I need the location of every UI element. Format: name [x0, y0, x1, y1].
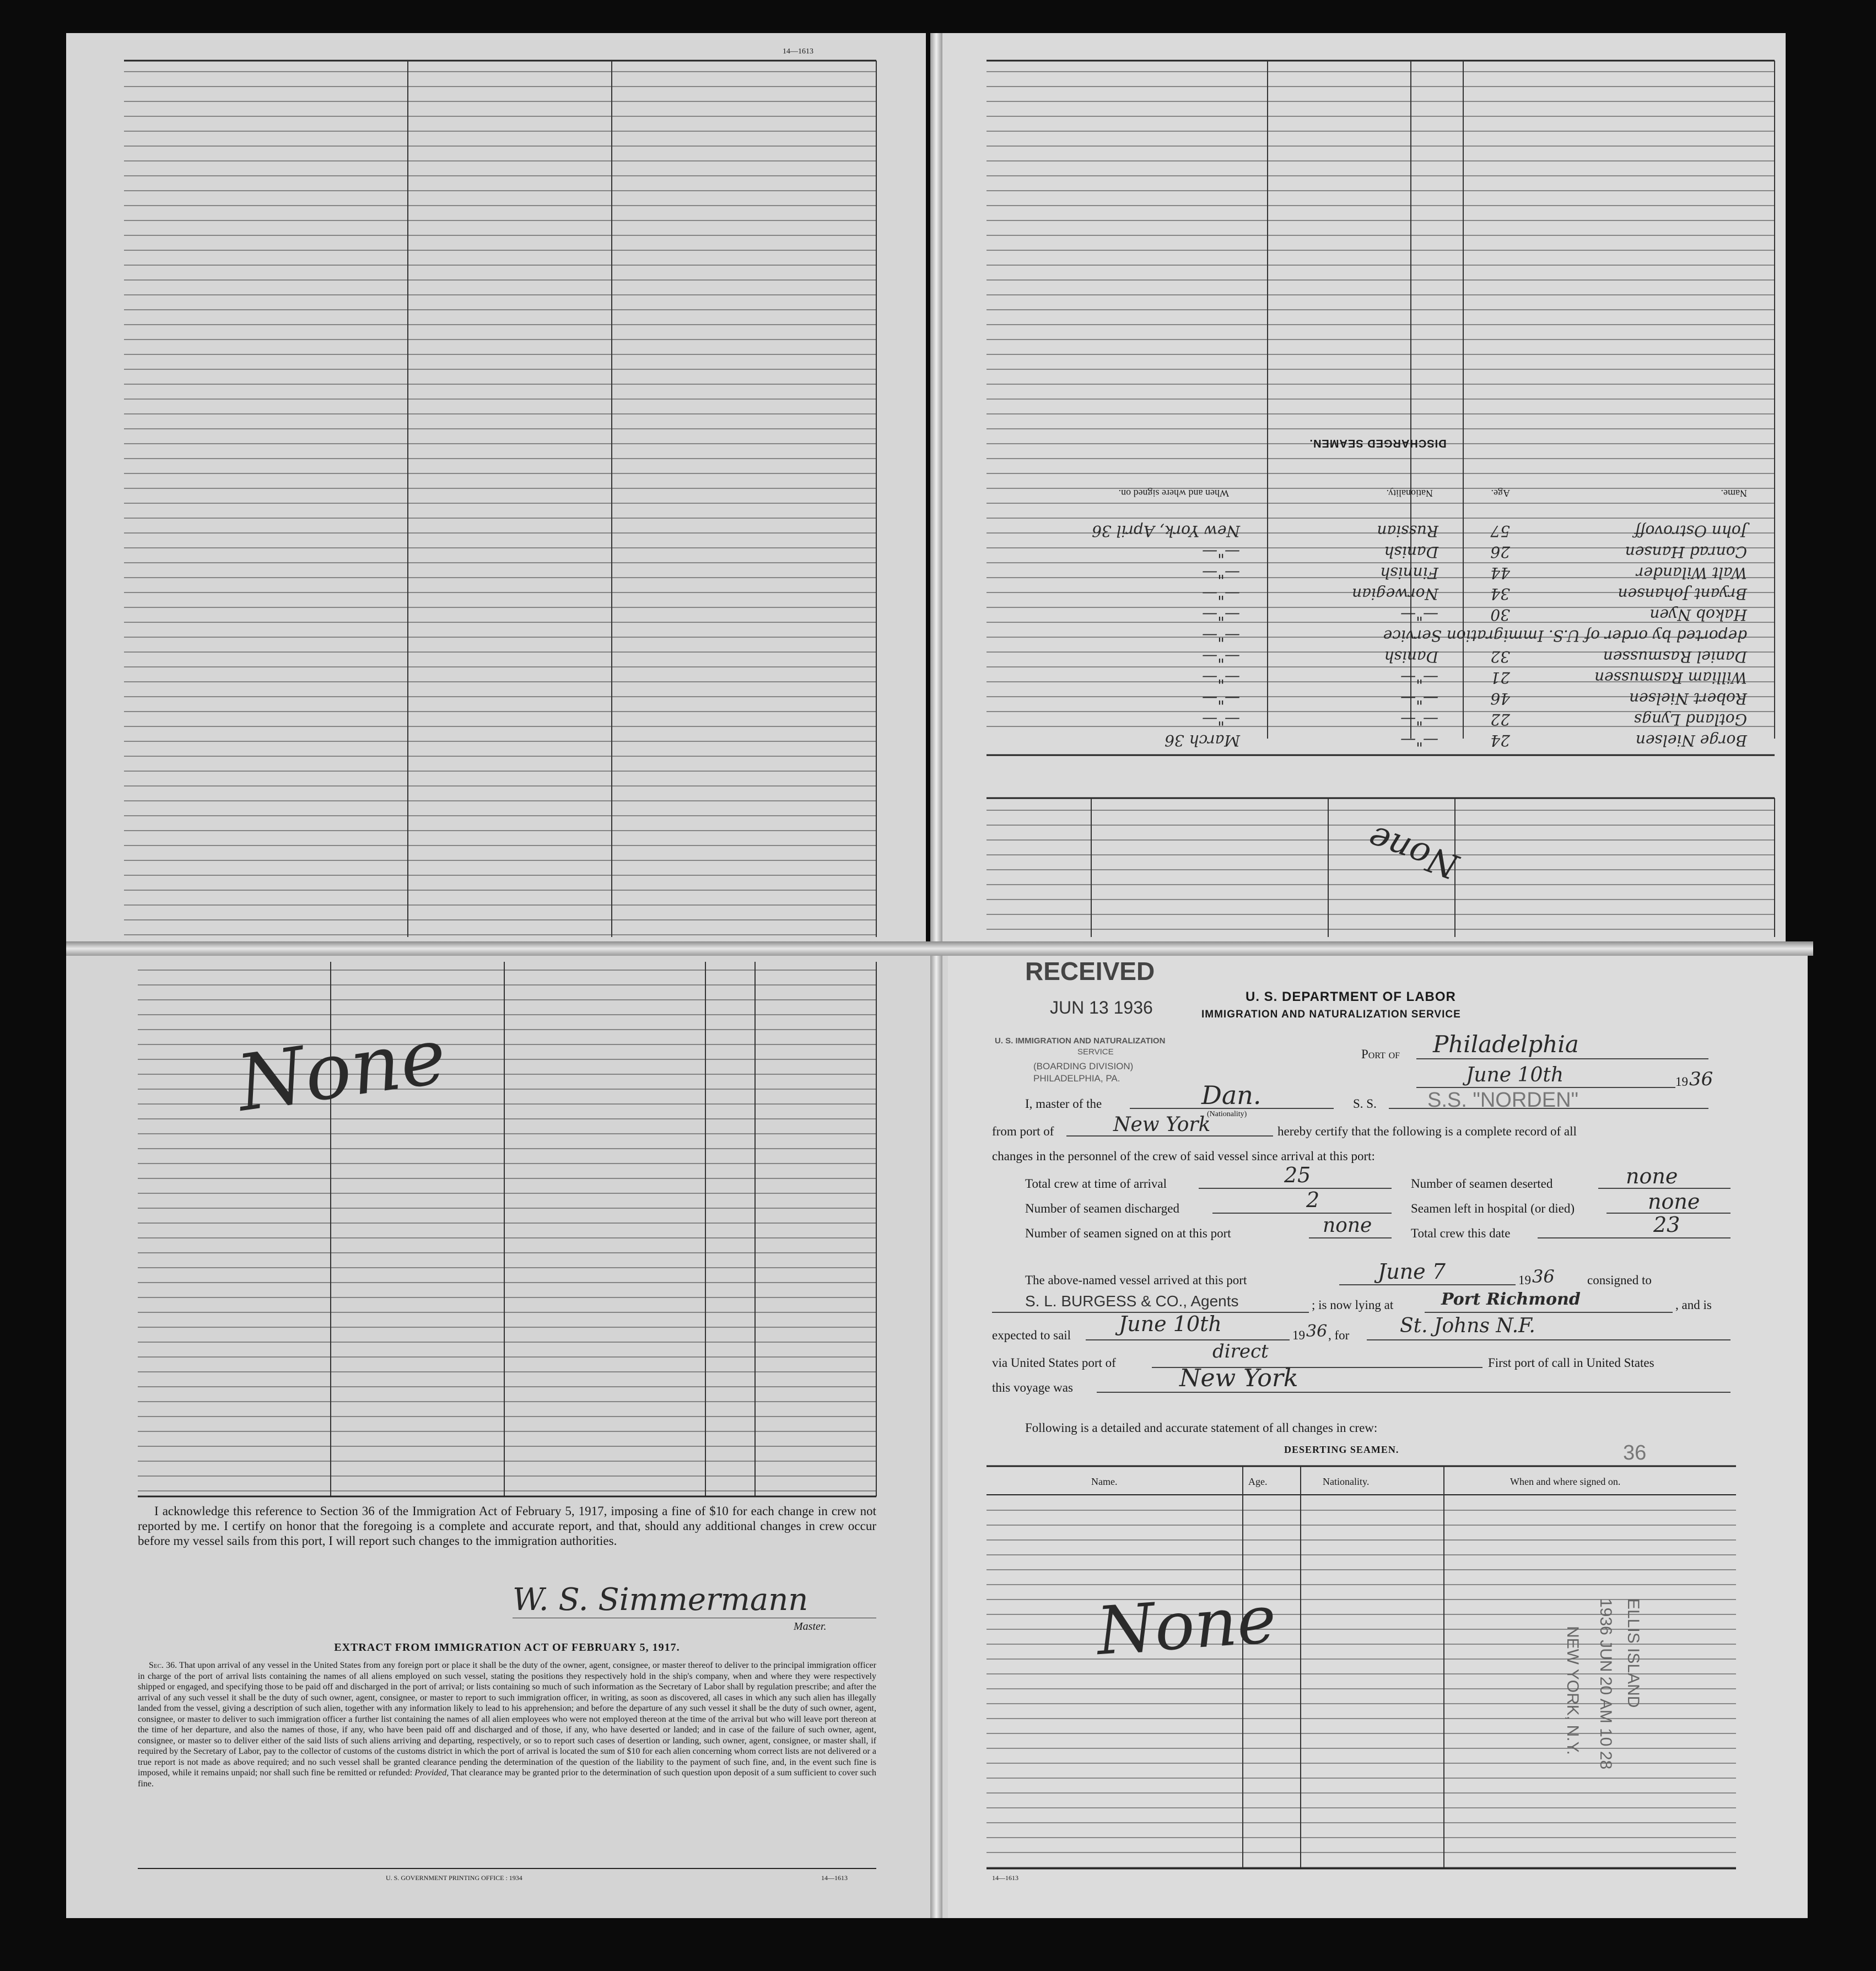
discharged-cell-signed: —"—: [1202, 543, 1240, 561]
extract-text: That upon arrival of any vessel in the United States from any foreign port or place it shall be the duty of the owner, agent, consignee, or master thereof to deliver to the principal immigration officer in charge of the port of arrival lists containing the names of all aliens employed on such vessel, stating the positions they respectively hold in the ship's company, when and where they were respectively shipped or engaged, and specifying those to be paid off and discharged in the port of arrival; or lists containing so much of such information as the Secretary of Labor shall by regulation prescribe; and after the arrival of any such vessel it shall be the duty of such owner, agent, consignee, or master to report to such immigration officer, in writing, as soon as discovered, all cases in which any such alien has illegally landed from the vessel, giving a description of such alien, together with any information likely to lead to his apprehension; and before the departure of any such vessel it shall be the duty of such owner, agent, consignee, or master to deliver to such immigration officer a further list containing the names of all alien employees who were not employed thereon at the time of the arrival but who will leave port thereon at the time of her departure, and also the names of those, if any, who have been paid off and discharged and of those, if any, who have deserted or landed; and in case of the failure of such owner, agent, consignee, or master so to deliver either of the said lists of such aliens arriving and departing, respectively, or so to report such cases of desertion or landing, such owner, agent, consignee, or master shall, if required by the Secretary of Labor, pay to the collector of customs of the customs district in which the port of arrival is located the sum of $10 for each alien concerning whom correct lists are not delivered or a true report is not made as above required; and no such vessel shall be granted clearance pending the determination of the question of the liability to the payment of such fine, and, in the event such fine is imposed, while it remains unpaid; nor shall such fine be remitted or refunded:: [138, 1661, 876, 1778]
discharged-cell-signed: —"—: [1202, 585, 1240, 603]
total-date-label: Total crew this date: [1411, 1226, 1511, 1240]
discharged-title: DISCHARGED SEAMEN.: [1309, 437, 1447, 449]
deserted-value: none: [1626, 1164, 1678, 1188]
discharged-line: [1212, 1213, 1392, 1214]
following-label: Following is a detailed and accurate statement of all changes in crew:: [1025, 1421, 1378, 1435]
signed-on-value: none: [1323, 1214, 1372, 1237]
discharged-cell-signed: —"—: [1202, 710, 1240, 729]
extract-title: EXTRACT FROM IMMIGRATION ACT OF FEBRUARY 5, 1917.: [334, 1641, 680, 1654]
consigned-label: consigned to: [1587, 1273, 1652, 1287]
arrived-year-prefix: 19: [1518, 1273, 1531, 1287]
discharged-cell-nationality: —"—: [1400, 690, 1438, 708]
master-signature: W. S. Simmermann: [513, 1582, 808, 1618]
nationality-value: Dan.: [1201, 1080, 1262, 1110]
year-prefix: 19: [1675, 1075, 1688, 1089]
deserting-col-nationality: Nationality.: [1323, 1476, 1370, 1487]
section-label: Sec. 36.: [149, 1661, 177, 1670]
deserting-col-signed: When and where signed on.: [1510, 1476, 1621, 1487]
printing-office: U. S. GOVERNMENT PRINTING OFFICE : 1934: [386, 1874, 522, 1882]
signed-on-line: [1309, 1237, 1392, 1238]
certify-text: hereby certify that the following is a complete record of all: [1277, 1124, 1577, 1138]
nationality-label: (Nationality): [1207, 1110, 1247, 1118]
discharged-col-nationality: Nationality.: [1386, 488, 1433, 499]
year-value: 36: [1689, 1068, 1713, 1090]
total-date-line: [1538, 1237, 1731, 1238]
signed-on-label: Number of seamen signed on at this port: [1025, 1226, 1231, 1240]
ellis-line1: ELLIS ISLAND: [1624, 1598, 1642, 1708]
vertical-fold: [930, 33, 942, 1918]
arrived-year: 36: [1532, 1266, 1555, 1287]
discharged-cell-age: 34: [1490, 585, 1510, 603]
acknowledgment-body: I acknowledge this reference to Section 36 of the Immigration Act of February 5, 1917, imposing a fine of $10 for each change in crew not reported by me. I certify on honor that the foregoing is a complete and accurate report, and that, should any additional changes in crew occur before my vessel sails from this port, I will report such changes to the immigration authorities.: [138, 1504, 876, 1548]
lying-value: Port Richmond: [1441, 1290, 1581, 1309]
discharged-cell-signed: New York, April 36: [1092, 522, 1240, 540]
arrived-value: June 7: [1378, 1259, 1446, 1284]
discharged-cell-age: 44: [1490, 564, 1510, 582]
expected-value: June 10th: [1119, 1312, 1222, 1336]
discharged-cell-nationality: —"—: [1400, 669, 1438, 687]
expected-label: expected to sail: [992, 1328, 1071, 1342]
form-number-bottom-right: 14—1613: [992, 1874, 1018, 1882]
received-line2: SERVICE: [1077, 1047, 1114, 1057]
discharged-cell-name: Bryant Johansen: [1618, 585, 1747, 603]
proviso-label: Provided,: [414, 1768, 449, 1778]
discharged-cell-nationality: —"—: [1400, 731, 1438, 750]
received-date: JUN 13 1936: [1050, 998, 1153, 1017]
date-value: June 10th: [1466, 1064, 1564, 1086]
total-arrival-label: Total crew at time of arrival: [1025, 1177, 1167, 1191]
discharged-cell-name: William Rasmussen: [1594, 669, 1747, 687]
discharged-col-name: Name.: [1721, 488, 1747, 499]
expected-year: 36: [1306, 1322, 1328, 1341]
horizontal-fold: [66, 941, 1813, 956]
discharged-cell-signed: —"—: [1202, 648, 1240, 666]
master-label: Master.: [794, 1620, 827, 1633]
discharged-cell-nationality: —"—: [1400, 710, 1438, 729]
received-stamp: [984, 956, 1215, 1094]
discharged-value: 2: [1306, 1188, 1320, 1212]
discharged-cell-age: 22: [1490, 710, 1510, 729]
total-arrival-value: 25: [1284, 1163, 1311, 1187]
from-port-label: from port of: [992, 1124, 1054, 1138]
voyage-value: New York: [1179, 1364, 1298, 1392]
total-date-value: 23: [1653, 1213, 1680, 1237]
via-label: via United States port of: [992, 1356, 1116, 1370]
discharged-cell-name: Robert Nielsen: [1629, 690, 1747, 708]
port-label: Port of: [1361, 1047, 1400, 1061]
discharged-cell-signed: —"—: [1202, 627, 1240, 645]
first-port-label: First port of call in United States: [1488, 1356, 1654, 1370]
ship-name: S.S. "NORDEN": [1427, 1089, 1579, 1112]
discharged-col-age: Age.: [1491, 488, 1510, 499]
discharged-cell-nationality: —"—: [1400, 606, 1438, 624]
form-number-bottom-left: 14—1613: [821, 1874, 848, 1882]
expected-year-prefix: 19: [1292, 1328, 1305, 1342]
discharged-cell-age: 21: [1490, 669, 1510, 687]
discharged-cell-nationality: Danish: [1384, 543, 1438, 561]
port-value: Philadelphia: [1433, 1031, 1579, 1058]
from-port-value: New York: [1113, 1113, 1211, 1136]
discharged-cell-nationality: Norwegian: [1352, 585, 1438, 603]
certify-text2: changes in the personnel of the crew of said vessel since arrival at this port:: [992, 1149, 1375, 1163]
discharged-cell-name: Hakob Nyen: [1649, 606, 1747, 624]
deserting-none: None: [1094, 1581, 1279, 1671]
discharged-cell-name: Gotland Lyngs: [1634, 710, 1747, 729]
discharged-cell-signed: —"—: [1202, 669, 1240, 687]
discharged-cell-name: John Ostrovoff: [1634, 522, 1747, 540]
discharged-cell-age: 26: [1490, 543, 1510, 561]
signed-on-none: None: [231, 1011, 452, 1129]
ellis-line2: 1936 JUN 20 AM 10 28: [1597, 1598, 1615, 1770]
deserting-col-name: Name.: [1091, 1476, 1118, 1487]
discharged-cell-signed: March 36: [1165, 731, 1240, 750]
discharged-cell-name: Daniel Rasmussen: [1603, 648, 1747, 666]
hospital-value: none: [1648, 1189, 1700, 1214]
for-label: , for: [1328, 1328, 1350, 1342]
discharged-cell-name: Borge Nielsen: [1635, 731, 1747, 750]
discharged-cell-signed: —"—: [1202, 564, 1240, 582]
discharged-cell-signed: —"—: [1202, 606, 1240, 624]
master-of-label: I, master of the: [1025, 1097, 1102, 1111]
extract-body: [138, 1660, 876, 1789]
form-number-top: 14—1613: [783, 47, 813, 56]
total-arrival-line: [1199, 1188, 1392, 1189]
discharged-cell-signed: —"—: [1202, 690, 1240, 708]
discharged-cell-name: deported by order of U.S. Immigration Service: [1383, 627, 1747, 645]
date-line: [1416, 1087, 1675, 1088]
ellis-line3: NEW YORK, N.Y.: [1564, 1626, 1582, 1755]
discharged-col-signed: When and where signed on.: [1118, 488, 1229, 499]
discharged-cell-name: Walt Wilander: [1636, 564, 1747, 582]
deserting-col-age: Age.: [1248, 1476, 1268, 1487]
for-line: [1367, 1339, 1731, 1340]
agents-value: S. L. BURGESS & CO., Agents: [1025, 1293, 1239, 1310]
discharged-cell-age: 46: [1490, 690, 1510, 708]
hospital-label: Seamen left in hospital (or died): [1411, 1202, 1575, 1215]
discharged-cell-nationality: Russian: [1377, 522, 1438, 540]
acknowledgment-text: [138, 1504, 876, 1548]
received-line3: (BOARDING DIVISION): [1033, 1061, 1134, 1071]
discharged-cell-age: 30: [1490, 606, 1510, 624]
lying-line: [1425, 1312, 1673, 1313]
ss-label: S. S.: [1353, 1097, 1377, 1111]
arrived-label: The above-named vessel arrived at this port: [1025, 1273, 1247, 1287]
voyage-label: this voyage was: [992, 1381, 1073, 1394]
deserting-margin-note: 36: [1623, 1441, 1647, 1464]
deserted-label: Number of seamen deserted: [1411, 1177, 1553, 1191]
via-value: direct: [1212, 1340, 1269, 1363]
arrived-line: [1339, 1284, 1516, 1285]
discharged-cell-nationality: Finnish: [1380, 564, 1438, 582]
deserting-title: DESERTING SEAMEN.: [1284, 1444, 1399, 1455]
proviso-text: That clearance may be granted prior to the determination of such question upon deposit of a sum sufficient to cover such fine.: [138, 1768, 877, 1789]
discharged-cell-name: Conrad Hansen: [1625, 543, 1747, 561]
discharged-cell-age: 57: [1490, 522, 1510, 540]
discharged-cell-age: 24: [1490, 731, 1510, 750]
received-line1: U. S. IMMIGRATION AND NATURALIZATION: [995, 1036, 1166, 1046]
and-is-label: , and is: [1675, 1298, 1712, 1312]
received-title: RECEIVED: [1025, 957, 1155, 986]
port-line: [1416, 1058, 1708, 1059]
discharged-label: Number of seamen discharged: [1025, 1202, 1179, 1215]
for-value: St. Johns N.F.: [1400, 1315, 1535, 1337]
discharged-none: None: [1362, 817, 1464, 887]
received-line4: PHILADELPHIA, PA.: [1033, 1073, 1120, 1084]
discharged-seamen-section: [986, 408, 1769, 783]
discharged-cell-age: 32: [1490, 648, 1510, 666]
discharged-cell-nationality: Danish: [1384, 648, 1438, 666]
department-title: U. S. DEPARTMENT OF LABOR: [1246, 989, 1456, 1004]
service-title: IMMIGRATION AND NATURALIZATION SERVICE: [1201, 1009, 1461, 1020]
lying-label: ; is now lying at: [1312, 1298, 1394, 1312]
